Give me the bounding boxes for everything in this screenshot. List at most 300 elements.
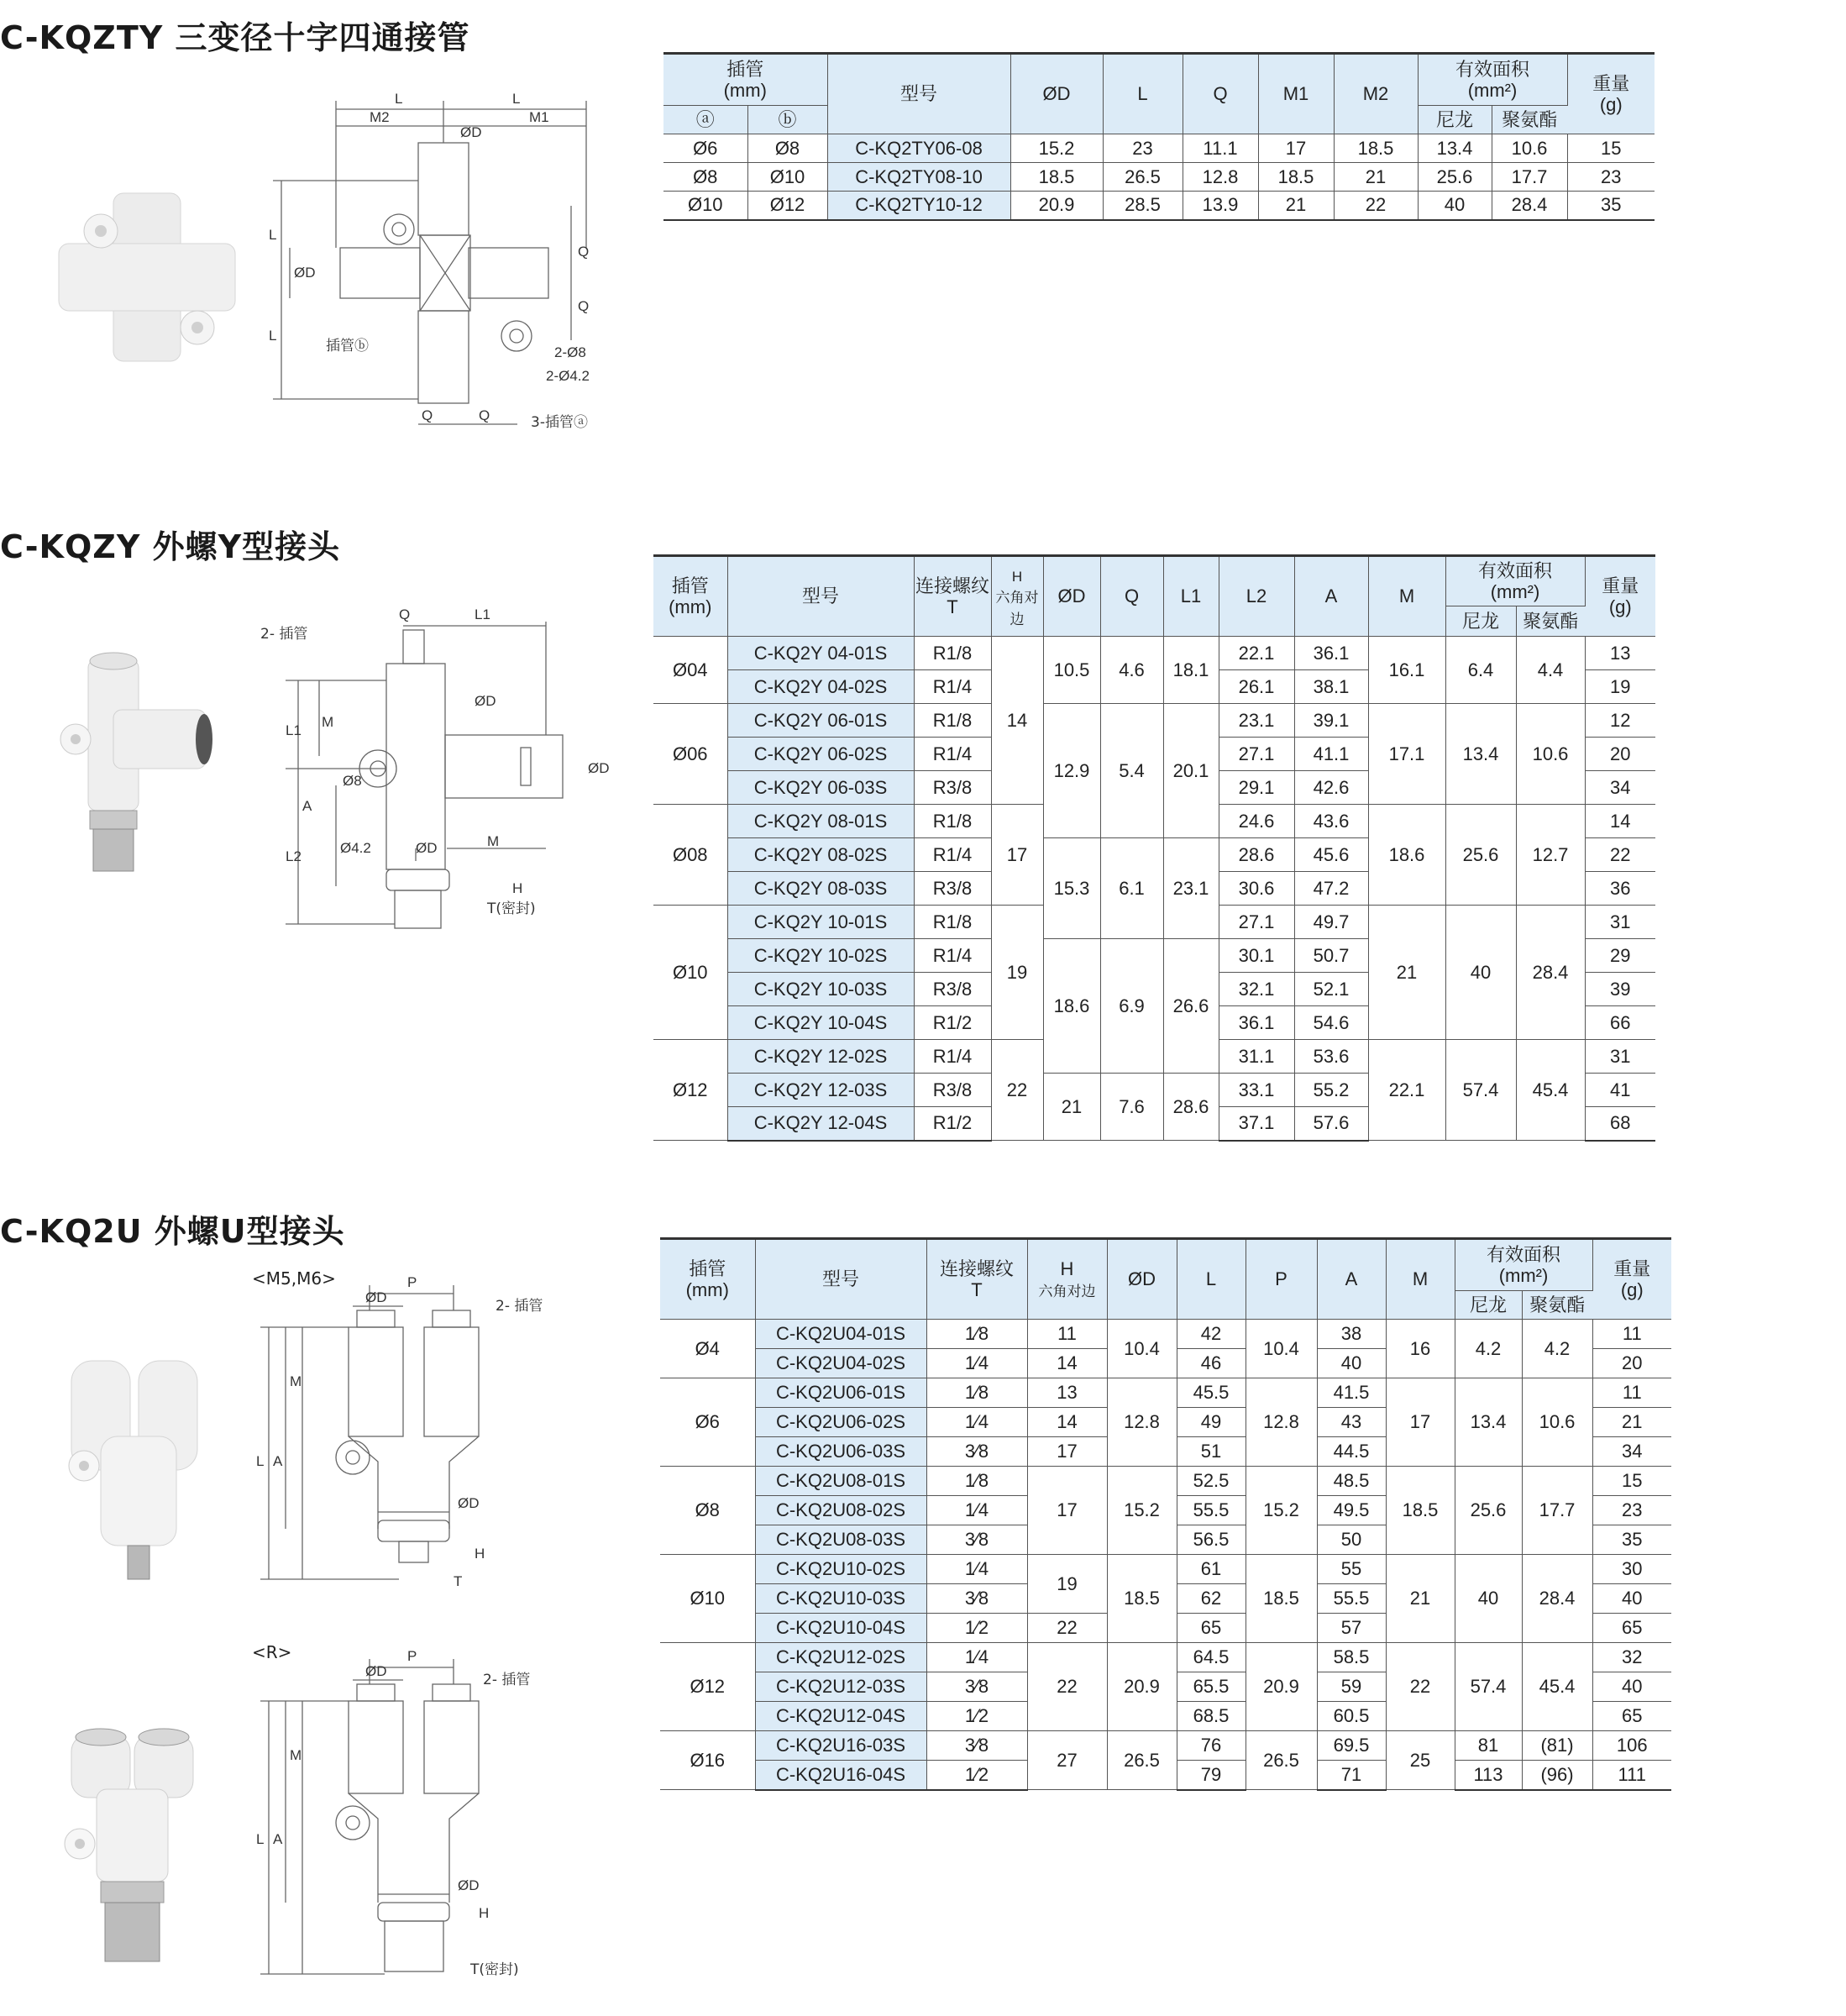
cell-thread: R1/8 <box>914 637 991 670</box>
header-od: ØD <box>1107 1239 1177 1320</box>
dim-label-t-seal: T(密封) <box>487 900 536 917</box>
cell-l: 23 <box>1103 134 1183 163</box>
header-m2: M2 <box>1334 54 1418 134</box>
cell-tube: Ø16 <box>660 1731 755 1790</box>
cell-od: 10.4 <box>1107 1320 1177 1378</box>
cell-pu: 17.7 <box>1522 1467 1592 1555</box>
cell-weight: 65 <box>1592 1614 1671 1643</box>
cell-h: 14 <box>1027 1349 1107 1378</box>
cell-nylon: 25.6 <box>1418 163 1492 192</box>
cell-weight: 41 <box>1585 1074 1655 1107</box>
cell-w: 15 <box>1567 134 1655 163</box>
variant-label-r: <R> <box>252 1642 292 1662</box>
table-row <box>663 192 1655 220</box>
cell-m: 22 <box>1386 1643 1455 1731</box>
dim-label-od-left: ØD <box>294 265 316 281</box>
cell-weight: 14 <box>1585 805 1655 838</box>
drawing-u-m5 <box>252 1274 571 1600</box>
cell-tube: Ø6 <box>660 1378 755 1467</box>
table-row <box>660 1467 1671 1496</box>
drawing-cross <box>269 88 621 441</box>
cell-h: 13 <box>1027 1378 1107 1408</box>
cell-l1: 28.6 <box>1163 1074 1219 1141</box>
callout-hole-8: 2-Ø8 <box>554 344 586 360</box>
drawing-y <box>252 606 610 945</box>
dim-label-a: A <box>273 1831 283 1847</box>
cell-l: 26.5 <box>1103 163 1183 192</box>
cell-h: 22 <box>991 1040 1043 1141</box>
cell-a: 38 <box>1317 1320 1386 1349</box>
cell-l2: 26.1 <box>1219 670 1294 704</box>
cell-m1: 18.5 <box>1258 163 1334 192</box>
cell-tube: Ø04 <box>653 637 727 704</box>
product-photo-u-r <box>50 1722 218 1974</box>
cell-model: C-KQ2Y 06-02S <box>727 738 914 771</box>
cell-l1: 18.1 <box>1163 637 1219 704</box>
dim-label-m1: M1 <box>529 109 549 125</box>
cell-thread: R1/8 <box>914 704 991 738</box>
cell-model: C-KQ2U08-03S <box>755 1525 926 1555</box>
cell-pu: 28.4 <box>1492 192 1567 220</box>
cell-p: 12.8 <box>1246 1378 1317 1467</box>
header-area: 有效面积 (mm²) <box>1418 54 1567 106</box>
table-row <box>660 1555 1671 1584</box>
cell-l2: 32.1 <box>1219 973 1294 1006</box>
dim-label-a: A <box>273 1453 283 1469</box>
cell-model: C-KQ2Y 10-01S <box>727 906 914 939</box>
cell-l: 55.5 <box>1177 1496 1246 1525</box>
cell-l2: 24.6 <box>1219 805 1294 838</box>
callout-hole-42: 2-Ø4.2 <box>546 368 590 384</box>
cell-model: C-KQ2U04-01S <box>755 1320 926 1349</box>
cell-thread: 1⁄4 <box>926 1496 1027 1525</box>
header-l: L <box>1103 54 1183 134</box>
cell-weight: 111 <box>1592 1761 1671 1790</box>
table-row <box>660 1731 1671 1761</box>
cell-weight: 65 <box>1592 1702 1671 1731</box>
cell-tube: Ø06 <box>653 704 727 805</box>
dim-label-m2: M2 <box>370 109 390 125</box>
cell-model: C-KQ2Y 08-01S <box>727 805 914 838</box>
cell-m: 18.5 <box>1386 1467 1455 1555</box>
cell-od: 12.8 <box>1107 1378 1177 1467</box>
table-row <box>663 134 1655 163</box>
cell-thread: 1⁄4 <box>926 1408 1027 1437</box>
cell-a: Ø10 <box>663 192 747 220</box>
header-tube: 插管 (mm) <box>653 556 727 637</box>
cell-p: 18.5 <box>1246 1555 1317 1643</box>
section-title-kqzty: C-KQZTY 三变径十字四通接管 <box>0 19 470 56</box>
dim-label-m: M <box>290 1373 302 1389</box>
cell-m: 18.6 <box>1368 805 1445 906</box>
cell-l: 65 <box>1177 1614 1246 1643</box>
cell-a: 42.6 <box>1294 771 1368 805</box>
cell-nylon: 13.4 <box>1455 1378 1522 1467</box>
cell-model: C-KQ2U04-02S <box>755 1349 926 1378</box>
header-nylon: 尼龙 <box>1445 606 1516 637</box>
cell-od: 12.9 <box>1043 704 1100 838</box>
cell-h: 22 <box>1027 1643 1107 1731</box>
cell-thread: 1⁄8 <box>926 1467 1027 1496</box>
header-model: 型号 <box>755 1239 926 1320</box>
header-l: L <box>1177 1239 1246 1320</box>
cell-od: 18.5 <box>1010 163 1103 192</box>
cell-w: 35 <box>1567 192 1655 220</box>
cell-pu: 10.6 <box>1492 134 1567 163</box>
cell-model: C-KQ2U10-04S <box>755 1614 926 1643</box>
header-a: A <box>1317 1239 1386 1320</box>
cell-weight: 20 <box>1592 1349 1671 1378</box>
cell-m1: 17 <box>1258 134 1334 163</box>
header-m: M <box>1386 1239 1455 1320</box>
cell-tube: Ø10 <box>660 1555 755 1643</box>
cell-h: 14 <box>991 637 1043 805</box>
cell-q: 6.9 <box>1100 939 1163 1074</box>
cell-pu: 4.2 <box>1522 1320 1592 1378</box>
product-photo-y <box>55 643 214 878</box>
dim-label-h: H <box>475 1546 485 1562</box>
cell-l2: 27.1 <box>1219 906 1294 939</box>
cell-weight: 31 <box>1585 906 1655 939</box>
cell-nylon: 113 <box>1455 1761 1522 1790</box>
dim-label-a: A <box>302 798 312 814</box>
cell-weight: 30 <box>1592 1555 1671 1584</box>
cell-a: 71 <box>1317 1761 1386 1790</box>
header-q: Q <box>1100 556 1163 637</box>
cell-l2: 33.1 <box>1219 1074 1294 1107</box>
cell-a: 69.5 <box>1317 1731 1386 1761</box>
cell-l2: 23.1 <box>1219 704 1294 738</box>
dim-label-od-bottom: ØD <box>458 1495 480 1511</box>
cell-weight: 106 <box>1592 1731 1671 1761</box>
cell-m: 16 <box>1386 1320 1455 1378</box>
cell-q: 7.6 <box>1100 1074 1163 1141</box>
cell-model: C-KQ2U10-03S <box>755 1584 926 1614</box>
cell-weight: 36 <box>1585 872 1655 906</box>
cell-h: 11 <box>1027 1320 1107 1349</box>
header-od: ØD <box>1043 556 1100 637</box>
cell-l: 76 <box>1177 1731 1246 1761</box>
cell-weight: 34 <box>1585 771 1655 805</box>
header-tube-a: ⓐ <box>663 106 747 134</box>
header-a: A <box>1294 556 1368 637</box>
cell-q: 4.6 <box>1100 637 1163 704</box>
header-weight: 重量 (g) <box>1585 556 1655 637</box>
cell-model: C-KQ2U06-03S <box>755 1437 926 1467</box>
dim-label-t: T <box>454 1573 463 1589</box>
cell-nylon: 13.4 <box>1418 134 1492 163</box>
header-l2: L2 <box>1219 556 1294 637</box>
cell-l: 28.5 <box>1103 192 1183 220</box>
cell-model: C-KQ2Y 08-03S <box>727 872 914 906</box>
product-photo-cross <box>50 176 244 378</box>
header-tube: 插管 (mm) <box>663 54 827 106</box>
dim-label-l-vert1: L <box>269 227 277 243</box>
cell-pu: 12.7 <box>1516 805 1585 906</box>
cell-l2: 30.1 <box>1219 939 1294 973</box>
callout-tube-a: 3-插管ⓐ <box>531 414 588 431</box>
cell-pu: (96) <box>1522 1761 1592 1790</box>
cell-weight: 66 <box>1585 1006 1655 1040</box>
cell-od: 18.5 <box>1107 1555 1177 1643</box>
section-title-kqzy: C-KQZY 外螺Y型接头 <box>0 528 341 565</box>
dim-label-p: P <box>407 1274 417 1290</box>
callout-tube: 2- 插管 <box>260 626 308 643</box>
cell-model: C-KQ2Y 04-01S <box>727 637 914 670</box>
cell-nylon: 40 <box>1445 906 1516 1040</box>
cell-a: 39.1 <box>1294 704 1368 738</box>
cell-a: 47.2 <box>1294 872 1368 906</box>
cell-a: 53.6 <box>1294 1040 1368 1074</box>
header-od: ØD <box>1010 54 1103 134</box>
cell-nylon: 81 <box>1455 1731 1522 1761</box>
cell-pu: 17.7 <box>1492 163 1567 192</box>
cell-q: 12.8 <box>1183 163 1258 192</box>
cell-pu: 28.4 <box>1522 1555 1592 1643</box>
cell-weight: 12 <box>1585 704 1655 738</box>
cell-l2: 30.6 <box>1219 872 1294 906</box>
table-row <box>660 1320 1671 1349</box>
cell-pu: (81) <box>1522 1731 1592 1761</box>
callout-tube: 2- 插管 <box>496 1298 543 1315</box>
cell-b: Ø10 <box>747 163 827 192</box>
cell-m: 25 <box>1386 1731 1455 1790</box>
header-pu: 聚氨酯 <box>1522 1291 1592 1320</box>
dim-label-l: L <box>256 1831 265 1847</box>
cell-tube: Ø10 <box>653 906 727 1040</box>
cell-model: C-KQ2TY10-12 <box>827 192 1010 220</box>
cell-l1: 23.1 <box>1163 838 1219 939</box>
cell-a: 43 <box>1317 1408 1386 1437</box>
cell-h: 17 <box>1027 1467 1107 1555</box>
cell-a: 36.1 <box>1294 637 1368 670</box>
cell-l: 56.5 <box>1177 1525 1246 1555</box>
dim-label-od-top: ØD <box>460 124 482 140</box>
cell-weight: 11 <box>1592 1378 1671 1408</box>
header-h: H 六角对边 <box>1027 1239 1107 1320</box>
dim-label-l1: L1 <box>286 722 302 738</box>
header-m: M <box>1368 556 1445 637</box>
cell-l: 46 <box>1177 1349 1246 1378</box>
dim-label-l-vert2: L <box>269 328 277 344</box>
cell-p: 10.4 <box>1246 1320 1317 1378</box>
cell-pu: 10.6 <box>1522 1378 1592 1467</box>
cell-weight: 11 <box>1592 1320 1671 1349</box>
cell-m1: 21 <box>1258 192 1334 220</box>
dim-label-q-right2: Q <box>578 298 590 314</box>
dim-label-od-side: ØD <box>588 760 610 776</box>
cell-b: Ø8 <box>747 134 827 163</box>
cell-thread: R1/4 <box>914 939 991 973</box>
cell-l2: 36.1 <box>1219 1006 1294 1040</box>
dim-label-h: H <box>479 1905 490 1921</box>
cell-weight: 23 <box>1592 1496 1671 1525</box>
cell-pu: 4.4 <box>1516 637 1585 704</box>
callout-tube: 2- 插管 <box>483 1672 531 1688</box>
cell-weight: 15 <box>1592 1467 1671 1496</box>
cell-a: 55.2 <box>1294 1074 1368 1107</box>
cell-od: 20.9 <box>1010 192 1103 220</box>
cell-pu: 10.6 <box>1516 704 1585 805</box>
cell-od: 20.9 <box>1107 1643 1177 1731</box>
cell-l: 45.5 <box>1177 1378 1246 1408</box>
cell-p: 20.9 <box>1246 1643 1317 1731</box>
cell-w: 23 <box>1567 163 1655 192</box>
dim-label-m: M <box>487 833 500 849</box>
cell-model: C-KQ2U16-04S <box>755 1761 926 1790</box>
cell-model: C-KQ2Y 08-02S <box>727 838 914 872</box>
cell-q: 13.9 <box>1183 192 1258 220</box>
cell-a: 55 <box>1317 1555 1386 1584</box>
cell-b: Ø12 <box>747 192 827 220</box>
cell-tube: Ø08 <box>653 805 727 906</box>
cell-model: C-KQ2TY08-10 <box>827 163 1010 192</box>
dim-label-od: ØD <box>475 693 496 709</box>
cell-model: C-KQ2U08-02S <box>755 1496 926 1525</box>
cell-m: 22.1 <box>1368 1040 1445 1141</box>
cell-pu: 45.4 <box>1522 1643 1592 1731</box>
header-h: H 六角对边 <box>991 556 1043 637</box>
cell-model: C-KQ2U16-03S <box>755 1731 926 1761</box>
cell-l: 49 <box>1177 1408 1246 1437</box>
dim-label-od-top: ØD <box>365 1289 387 1305</box>
cell-a: Ø6 <box>663 134 747 163</box>
dim-label-t-seal: T(密封) <box>470 1961 519 1978</box>
cell-h: 19 <box>991 906 1043 1040</box>
cell-m: 17 <box>1386 1378 1455 1467</box>
cell-p: 15.2 <box>1246 1467 1317 1555</box>
cell-thread: R1/8 <box>914 805 991 838</box>
dim-label-q: Q <box>399 606 411 622</box>
dim-label-l: L <box>256 1453 265 1469</box>
cell-model: C-KQ2U06-02S <box>755 1408 926 1437</box>
cell-model: C-KQ2TY06-08 <box>827 134 1010 163</box>
header-tube-b: ⓑ <box>747 106 827 134</box>
cell-od: 18.6 <box>1043 939 1100 1074</box>
cell-model: C-KQ2Y 06-01S <box>727 704 914 738</box>
cell-l: 52.5 <box>1177 1467 1246 1496</box>
cell-h: 27 <box>1027 1731 1107 1790</box>
cell-model: C-KQ2U12-04S <box>755 1702 926 1731</box>
header-nylon: 尼龙 <box>1418 106 1492 134</box>
cell-weight: 31 <box>1585 1040 1655 1074</box>
cell-m: 21 <box>1368 906 1445 1040</box>
cell-a: 43.6 <box>1294 805 1368 838</box>
cell-nylon: 25.6 <box>1445 805 1516 906</box>
cell-od: 10.5 <box>1043 637 1100 704</box>
cell-od: 26.5 <box>1107 1731 1177 1790</box>
cell-model: C-KQ2U12-03S <box>755 1672 926 1702</box>
callout-tube-b: 插管ⓑ <box>326 338 369 354</box>
cell-l: 65.5 <box>1177 1672 1246 1702</box>
cell-thread: R3/8 <box>914 771 991 805</box>
header-thread: 连接螺纹 T <box>914 556 991 637</box>
cell-model: C-KQ2Y 10-03S <box>727 973 914 1006</box>
cell-a: 59 <box>1317 1672 1386 1702</box>
cell-l2: 37.1 <box>1219 1107 1294 1141</box>
spec-table-kqzy <box>653 554 1655 1142</box>
cell-weight: 68 <box>1585 1107 1655 1141</box>
cell-weight: 19 <box>1585 670 1655 704</box>
cell-pu: 45.4 <box>1516 1040 1585 1141</box>
cell-model: C-KQ2Y 04-02S <box>727 670 914 704</box>
cell-m: 21 <box>1386 1555 1455 1643</box>
header-l1: L1 <box>1163 556 1219 637</box>
header-q: Q <box>1183 54 1258 134</box>
cell-thread: R1/4 <box>914 1040 991 1074</box>
cell-weight: 21 <box>1592 1408 1671 1437</box>
cell-thread: 1⁄2 <box>926 1702 1027 1731</box>
table-row <box>653 704 1655 738</box>
cell-tube: Ø8 <box>660 1467 755 1555</box>
dim-label-h: H <box>512 880 523 896</box>
cell-thread: 3⁄8 <box>926 1437 1027 1467</box>
header-weight: 重量 (g) <box>1567 54 1655 134</box>
cell-weight: 35 <box>1592 1525 1671 1555</box>
header-pu: 聚氨酯 <box>1492 106 1567 134</box>
cell-m: 16.1 <box>1368 637 1445 704</box>
dim-label-q-bottom2: Q <box>479 407 490 423</box>
cell-a: 49.7 <box>1294 906 1368 939</box>
header-weight: 重量 (g) <box>1592 1239 1671 1320</box>
dim-label-q-right1: Q <box>578 244 590 260</box>
cell-a: 45.6 <box>1294 838 1368 872</box>
header-model: 型号 <box>727 556 914 637</box>
cell-m2: 18.5 <box>1334 134 1418 163</box>
header-nylon: 尼龙 <box>1455 1291 1522 1320</box>
header-pu: 聚氨酯 <box>1516 606 1585 637</box>
cell-h: 14 <box>1027 1408 1107 1437</box>
cell-thread: 1⁄2 <box>926 1761 1027 1790</box>
cell-a: 40 <box>1317 1349 1386 1378</box>
cell-m2: 21 <box>1334 163 1418 192</box>
cell-nylon: 6.4 <box>1445 637 1516 704</box>
drawing-u-r <box>252 1648 571 1987</box>
cell-h: 17 <box>991 805 1043 906</box>
cell-a: 41.1 <box>1294 738 1368 771</box>
table-row <box>660 1643 1671 1672</box>
header-model: 型号 <box>827 54 1010 134</box>
cell-m2: 22 <box>1334 192 1418 220</box>
cell-l1: 20.1 <box>1163 704 1219 838</box>
cell-l: 62 <box>1177 1584 1246 1614</box>
cell-a: 55.5 <box>1317 1584 1386 1614</box>
cell-model: C-KQ2U08-01S <box>755 1467 926 1496</box>
cell-thread: 1⁄4 <box>926 1555 1027 1584</box>
cell-weight: 40 <box>1592 1672 1671 1702</box>
cell-model: C-KQ2Y 06-03S <box>727 771 914 805</box>
cell-nylon: 57.4 <box>1445 1040 1516 1141</box>
cell-thread: 1⁄4 <box>926 1349 1027 1378</box>
cell-a: 38.1 <box>1294 670 1368 704</box>
cell-thread: R3/8 <box>914 872 991 906</box>
cell-tube: Ø12 <box>653 1040 727 1141</box>
table-row <box>663 163 1655 192</box>
cell-od: 21 <box>1043 1074 1100 1141</box>
cell-thread: 1⁄4 <box>926 1643 1027 1672</box>
dim-label-q-bottom1: Q <box>422 407 433 423</box>
cell-a: Ø8 <box>663 163 747 192</box>
cell-nylon: 25.6 <box>1455 1467 1522 1555</box>
cell-q: 11.1 <box>1183 134 1258 163</box>
header-tube: 插管 (mm) <box>660 1239 755 1320</box>
cell-thread: 1⁄2 <box>926 1614 1027 1643</box>
cell-a: 44.5 <box>1317 1437 1386 1467</box>
dim-label-l-right: L <box>512 91 521 107</box>
cell-thread: R1/2 <box>914 1006 991 1040</box>
cell-model: C-KQ2U10-02S <box>755 1555 926 1584</box>
cell-l: 51 <box>1177 1437 1246 1467</box>
